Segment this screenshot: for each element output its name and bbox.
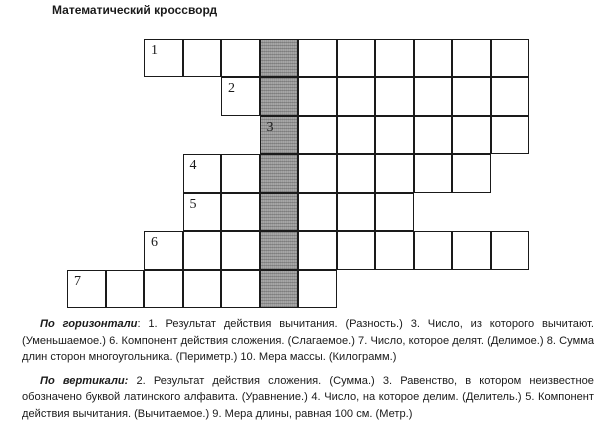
clues-section: [22, 316, 594, 429]
vertical-clues-text: 2. Результат действия сложения. (Сумма.) 3. Равенство, в котором неизвестное обозначено буквой латинского алфавита. (Уравнение.) 4. Число, на которое делим. (Делитель.) 5. Компонент действия вычитания. (Вычитаемое.) 9. Мера длины, равная 100 см. (Метр.): [22, 374, 594, 420]
crossword-cell[interactable]: [221, 154, 260, 193]
vertical-clues: [22, 373, 594, 423]
horizontal-clues-text: : 1. Результат действия вычитания. (Разность.) 3. Число, из которого вычитают. (Уменьшаемое.) 6. Компонент действия сложения. (Слагаемое.) 7. Число, которое делят. (Делимое.) 8. Сумма длин сторон многоугольника. (Периметр.) 10. Мера массы. (Килограмм.): [22, 318, 594, 363]
crossword-cell[interactable]: [375, 193, 414, 232]
crossword-cell[interactable]: [260, 270, 299, 309]
crossword-number: 3: [266, 119, 274, 135]
crossword-cell[interactable]: [491, 116, 530, 155]
crossword-cell[interactable]: [144, 39, 183, 78]
crossword-number: 7: [74, 273, 81, 289]
horizontal-clues-header: По горизонтали: [40, 318, 138, 330]
crossword-cell[interactable]: [298, 270, 337, 309]
crossword-cell[interactable]: [414, 39, 453, 78]
crossword-cell[interactable]: [337, 116, 376, 155]
crossword-cell[interactable]: [375, 39, 414, 78]
crossword-cell[interactable]: [260, 116, 299, 155]
crossword-cell[interactable]: [298, 116, 337, 155]
vertical-clues-header: По вертикали:: [40, 374, 129, 387]
crossword-cell[interactable]: [260, 193, 299, 232]
crossword-cell[interactable]: [337, 39, 376, 78]
crossword-cell[interactable]: [183, 154, 222, 193]
crossword-cell[interactable]: [491, 231, 530, 270]
crossword-cell[interactable]: [183, 231, 222, 270]
crossword-cell[interactable]: [183, 193, 222, 232]
crossword-cell[interactable]: [414, 77, 453, 116]
crossword-cell[interactable]: [337, 231, 376, 270]
crossword-cell[interactable]: [375, 77, 414, 116]
crossword-cell[interactable]: [375, 231, 414, 270]
crossword-number: 6: [151, 235, 158, 250]
crossword-cell[interactable]: [298, 77, 337, 116]
crossword-cell[interactable]: [375, 116, 414, 155]
crossword-number: 5: [189, 196, 197, 212]
crossword-cell[interactable]: [260, 154, 299, 193]
crossword-cell[interactable]: [260, 39, 299, 78]
crossword-cell[interactable]: [260, 77, 299, 116]
crossword-cell[interactable]: [298, 39, 337, 78]
crossword-cell[interactable]: [414, 116, 453, 155]
crossword-number: 4: [189, 158, 197, 173]
crossword-cell[interactable]: [491, 77, 530, 116]
crossword-cell[interactable]: [260, 231, 299, 270]
crossword-cell[interactable]: [452, 231, 491, 270]
crossword-number: 2: [228, 81, 235, 96]
crossword-cell[interactable]: [452, 116, 491, 155]
crossword-cell[interactable]: [414, 154, 453, 193]
crossword-cell[interactable]: [337, 77, 376, 116]
horizontal-clues: [22, 316, 594, 366]
crossword-cell[interactable]: [414, 231, 453, 270]
crossword-cell[interactable]: [452, 39, 491, 78]
crossword-cell[interactable]: [298, 193, 337, 232]
crossword-cell[interactable]: [298, 154, 337, 193]
crossword-cell[interactable]: [183, 270, 222, 309]
crossword-cell[interactable]: [221, 77, 260, 116]
crossword-cell[interactable]: [144, 270, 183, 309]
crossword-cell[interactable]: [221, 39, 260, 78]
crossword-cell[interactable]: [221, 193, 260, 232]
crossword-cell[interactable]: [144, 231, 183, 270]
crossword-cell[interactable]: [452, 77, 491, 116]
crossword-number: 1: [151, 42, 158, 58]
crossword-cell[interactable]: [221, 231, 260, 270]
crossword-cell[interactable]: [106, 270, 145, 309]
crossword-cell[interactable]: [221, 270, 260, 309]
crossword-cell[interactable]: [337, 154, 376, 193]
crossword-cell[interactable]: [183, 39, 222, 78]
crossword-cell[interactable]: [298, 231, 337, 270]
crossword-cell[interactable]: [337, 193, 376, 232]
crossword-cell[interactable]: [67, 270, 106, 309]
page-title: Математический кроссворд: [52, 3, 218, 17]
crossword-cell[interactable]: [375, 154, 414, 193]
crossword-cell[interactable]: [452, 154, 491, 193]
crossword-cell[interactable]: [491, 39, 530, 78]
